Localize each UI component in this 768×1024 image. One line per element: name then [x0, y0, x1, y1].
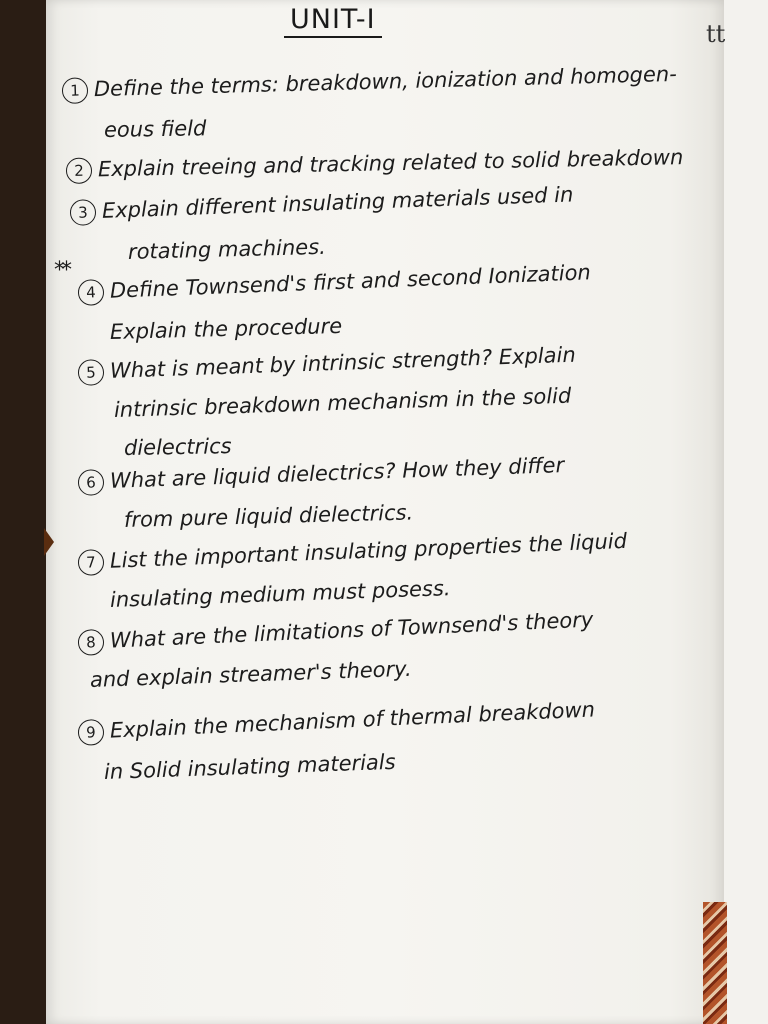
question-number: 2 [66, 157, 93, 184]
question-1-continued: eous field [103, 116, 207, 142]
question-text: Define Townsend's first and second Ionization [109, 260, 592, 303]
question-8-continued: and explain streamer's theory. [89, 656, 413, 692]
question-4-continued: Explain the procedure [109, 313, 343, 344]
adjacent-page-text: tt [706, 20, 726, 48]
question-6-continued: from pure liquid dielectrics. [123, 500, 414, 532]
question-text: Explain different insulating materials used in [101, 182, 574, 223]
question-number: 7 [78, 549, 105, 576]
question-7-continued: insulating medium must posess. [109, 576, 451, 612]
question-number: 8 [77, 629, 104, 656]
question-text: What are the limitations of Townsend's theory [109, 607, 594, 653]
question-number: 1 [62, 77, 89, 104]
question-number: 9 [77, 719, 104, 746]
question-text: Explain the mechanism of thermal breakdown [109, 697, 596, 743]
question-text: Explain treeing and tracking related to solid breakdown [97, 145, 684, 182]
importance-stars: ** [54, 258, 68, 283]
question-5-continued-2: dielectrics [123, 434, 232, 460]
binding-mark [44, 528, 54, 556]
question-number: 6 [78, 469, 105, 496]
question-number: 5 [78, 359, 105, 386]
page-title: UNIT-I [284, 4, 382, 38]
question-3-continued: rotating machines. [127, 234, 327, 264]
question-text: List the important insulating properties the liquid [109, 528, 628, 573]
question-number: 4 [78, 279, 105, 306]
question-9-continued: in Solid insulating materials [103, 749, 396, 784]
patterned-cloth-corner [703, 902, 727, 1024]
question-text: Define the terms: breakdown, ionization and homogen- [93, 61, 678, 102]
adjacent-page-edge [724, 0, 768, 1024]
question-text: What is meant by intrinsic strength? Explain [109, 342, 577, 383]
question-number: 3 [70, 199, 97, 226]
question-text: What are liquid dielectrics? How they differ [109, 453, 565, 493]
question-5-continued: intrinsic breakdown mechanism in the solid [113, 383, 572, 422]
